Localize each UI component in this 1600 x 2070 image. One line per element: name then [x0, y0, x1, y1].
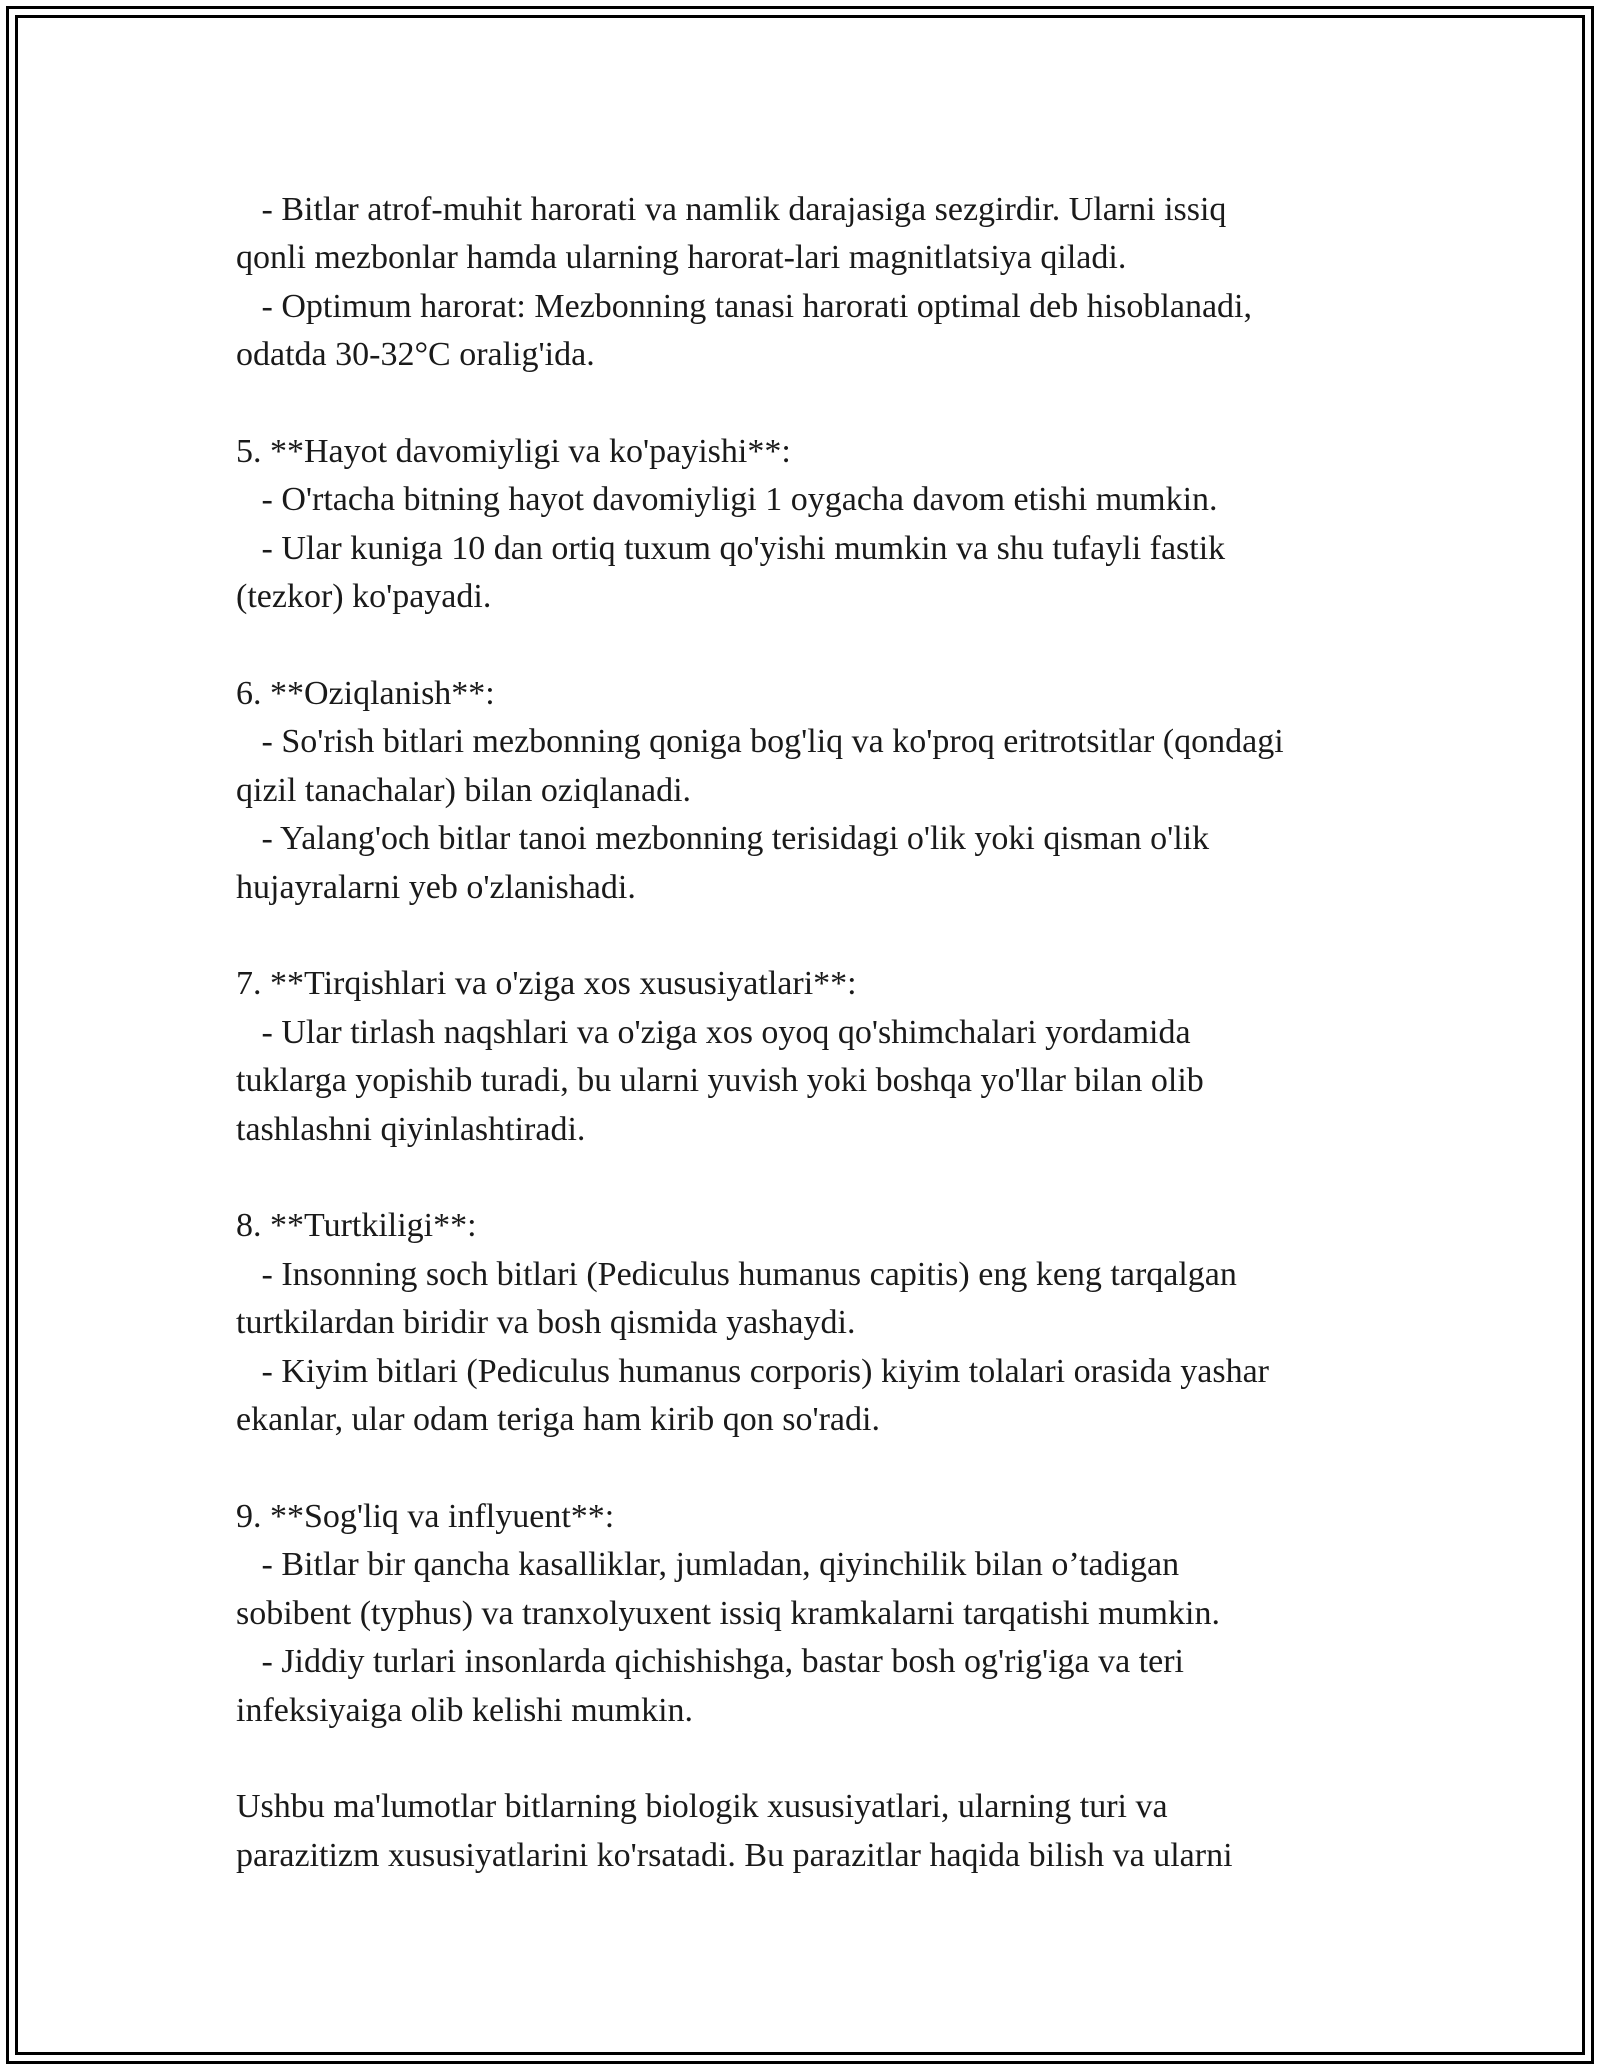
section-5-lifespan	[236, 428, 1386, 622]
text-line: - Kiyim bitlari (Pediculus humanus corporis) kiyim tolalari orasida yashar	[236, 1352, 1269, 1390]
section-heading: 9. **Sog'liq va inflyuent**:	[236, 1497, 615, 1535]
text-line: infeksiyaiga olib kelishi mumkin.	[236, 1691, 694, 1729]
text-line: - Bitlar bir qancha kasalliklar, jumladan, qiyinchilik bilan o’tadigan	[236, 1546, 1180, 1584]
paragraph-temperature	[236, 186, 1386, 380]
paragraph-summary	[236, 1783, 1386, 1880]
section-heading: 6. **Oziqlanish**:	[236, 675, 495, 713]
text-line: - O'rtacha bitning hayot davomiyligi 1 oygacha davom etishi mumkin.	[236, 481, 1218, 519]
text-line: parazitizm xususiyatlarini ko'rsatadi. Bu parazitlar haqida bilish va ularni	[236, 1836, 1233, 1874]
section-6-nutrition	[236, 670, 1386, 912]
section-8-types	[236, 1202, 1386, 1444]
section-heading: 5. **Hayot davomiyligi va ko'payishi**:	[236, 433, 791, 471]
text-line: tuklarga yopishib turadi, bu ularni yuvish yoki boshqa yo'llar bilan olib	[236, 1062, 1204, 1100]
text-line: - Insonning soch bitlari (Pediculus humanus capitis) eng keng tarqalgan	[236, 1255, 1237, 1293]
text-line: ekanlar, ular odam teriga ham kirib qon so'radi.	[236, 1401, 880, 1439]
text-line: - Jiddiy turlari insonlarda qichishishga, bastar bosh og'rig'iga va teri	[236, 1643, 1184, 1681]
text-line: turtkilardan biridir va bosh qismida yashaydi.	[236, 1304, 856, 1342]
text-line: Ushbu ma'lumotlar bitlarning biologik xususiyatlari, ularning turi va	[236, 1788, 1168, 1826]
section-heading: 7. **Tirqishlari va o'ziga xos xususiyatlari**:	[236, 965, 857, 1003]
text-line: sobibent (typhus) va tranxolyuxent issiq kramkalarni tarqatishi mumkin.	[236, 1594, 1220, 1632]
text-line: qizil tanachalar) bilan oziqlanadi.	[236, 771, 692, 809]
document-body	[236, 186, 1386, 1880]
text-line: odatda 30-32°C oralig'ida.	[236, 336, 595, 374]
text-line: (tezkor) ko'payadi.	[236, 578, 492, 616]
text-line: - Optimum harorat: Mezbonning tanasi harorati optimal deb hisoblanadi,	[236, 287, 1252, 325]
section-9-health	[236, 1493, 1386, 1735]
text-line: qonli mezbonlar hamda ularning harorat-lari magnitlatsiya qiladi.	[236, 239, 1127, 277]
text-line: - Yalang'och bitlar tanoi mezbonning terisidagi o'lik yoki qisman o'lik	[236, 820, 1210, 858]
text-line: - Ular tirlash naqshlari va o'ziga xos oyoq qo'shimchalari yordamida	[236, 1013, 1191, 1051]
section-7-features	[236, 960, 1386, 1154]
text-line: - So'rish bitlari mezbonning qoniga bog'liq va ko'proq eritrotsitlar (qondagi	[236, 723, 1284, 761]
text-line: - Ular kuniga 10 dan ortiq tuxum qo'yishi mumkin va shu tufayli fastik	[236, 529, 1226, 567]
text-line: tashlashni qiyinlashtiradi.	[236, 1110, 586, 1148]
text-line: - Bitlar atrof-muhit harorati va namlik darajasiga sezgirdir. Ularni issiq	[236, 191, 1227, 228]
section-heading: 8. **Turtkiligi**:	[236, 1207, 477, 1245]
text-line: hujayralarni yeb o'zlanishadi.	[236, 868, 636, 906]
